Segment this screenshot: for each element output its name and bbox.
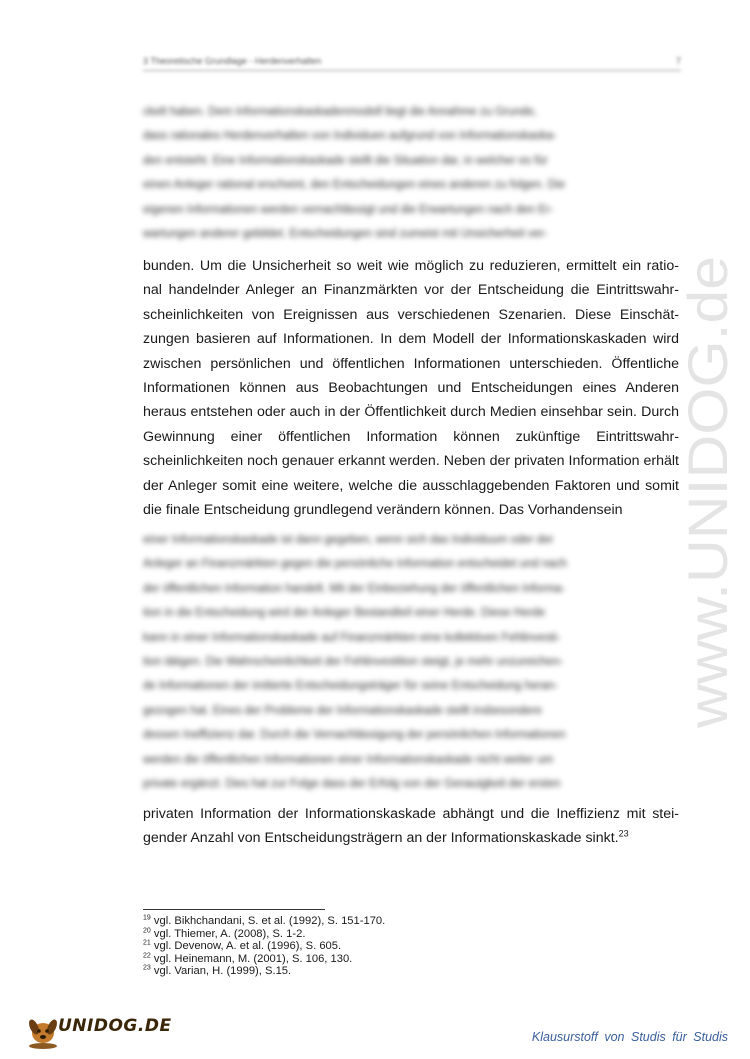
body-text: privaten Information der Informationskaskade abhängt und die Ineffizienz mit stei- gender Anzahl von Entscheidungsträgern an der Informationskaskade sinkt. [143, 806, 679, 847]
blurred-line: Anleger an Finanzmärkten gegen die persönliche Information entscheidet und nach [143, 558, 567, 571]
blurred-line: tion in die Entscheidung wird der Anleger Bestandteil einer Herde. Diese Herde [143, 607, 546, 620]
blurred-line: den entsteht. Eine Informationskaskade stellt die Situation dar, in welcher es für [143, 154, 548, 167]
dog-icon [27, 1018, 59, 1049]
footnote-number: 21 [143, 939, 151, 947]
blurred-line: private ergänzt. Dies hat zur Folge dass der Erfolg von der Genauigkeit der ersten [143, 778, 561, 790]
blurred-line: dessen Ineffizienz dar. Durch die Vernachlässigung der persönlichen Informationen [143, 729, 566, 742]
body-paragraph-bottom [143, 802, 679, 851]
blurred-line: wartungen anderer gebildet. Entscheidungen sind zumeist mit Unsicherheit ver- [143, 228, 548, 240]
body-paragraph-top: bunden. Um die Unsicherheit so weit wie möglich zu reduzieren, ermittelt ein ratio- nal handelnder Anleger an Finanzmärkten vor der Entscheidung die Eintrittswahr- scheinlichkeiten von Ereignissen aus verschiedenen Szenarien. Diese Einschät- zungen basieren auf Informationen. In dem Modell der Informationskaskaden wird zwischen persönlichen und öffentlichen Informationen unterschieden. Öffentliche Informationen können aus Beobachtungen und Entscheidungen eines Anderen heraus entstehen oder auch in der Öffentlichkeit durch Medien einsehbar sein. Durch Gewinnung einer öffentlichen Information können zukünftige Eintrittswahr- scheinlichkeiten noch genauer erkannt werden. Neben der privaten Information erhält der Anleger somit eine weitere, welche die ausschlaggebenden Faktoren und somit die finale Entscheidung grundlegend verändern können. Das Vorhandensein [143, 258, 679, 519]
footnote-ref: 23 [618, 828, 629, 839]
footnote-number: 22 [143, 951, 151, 959]
footnote-text: vgl. Thiemer, A. (2008), S. 1-2. [153, 927, 306, 940]
footnote-text: vgl. Devenow, A. et al. (1996), S. 605. [153, 940, 342, 952]
footnotes [143, 915, 385, 978]
footnote-text: vgl. Bikhchandani, S. et al. (1992), S. 151-170. [153, 915, 386, 927]
slogan: Klausurstoff von Studis für Studis [531, 1030, 728, 1044]
footnote [143, 928, 385, 941]
footnote [143, 940, 385, 953]
blurred-line: einer Informationskaskade ist dann gegeben, wenn sich das Individuum oder der [143, 534, 554, 546]
logo-text: UNIDOG.DE [58, 1016, 172, 1036]
blurred-line: eigenen Informationen werden vernachlässigt und die Erwartungen nach den Er- [143, 203, 554, 216]
page-number: 7 [675, 56, 681, 66]
blurred-paragraph-top [143, 100, 679, 250]
blurred-line: kann in einer Informationskaskade auf Finanzmärkten eine kollektiven Fehlinvesti- [143, 631, 561, 644]
watermark-text: www.UNIDOG.de [676, 292, 739, 728]
blurred-line: tion tätigen. Die Wahrscheinlichkeit der Fehlinvestition steigt, je mehr unzureichen- [143, 656, 564, 668]
blurred-line: einen Anleger rational erscheint, den Entscheidungen eines anderen zu folgen. Die [143, 179, 565, 192]
footnote-separator [143, 909, 325, 910]
blurred-line: de Informationen der imitierte Entscheidungsträger für seine Entscheidung heran- [143, 680, 558, 693]
footnote-number: 20 [143, 926, 151, 934]
page-header [143, 56, 681, 71]
footnote-text: vgl. Varian, H. (1999), S.15. [153, 965, 292, 977]
blurred-line: dass rationales Herdenverhalten von Individuen aufgrund von Informationskaska- [143, 130, 557, 143]
blurred-line: ckelt haben. Dem Informationskaskadenmodell liegt die Annahme zu Grunde, [143, 106, 537, 118]
footnote [143, 965, 385, 978]
blurred-line: gezogen hat. Eines der Probleme der Informationskaskade stellt insbesondere [143, 704, 542, 717]
footnote-number: 23 [143, 964, 151, 972]
footnote [143, 915, 385, 928]
watermark [655, 250, 750, 730]
blurred-line: der öffentlichen Information handelt. Mit der Einbeziehung der öffentlichen Informa- [143, 582, 566, 595]
footnote-number: 19 [143, 914, 151, 922]
blurred-paragraph-middle [143, 528, 679, 798]
chapter-title: 3 Theoretische Grundlage - Herdenverhalten [143, 56, 322, 66]
blurred-line: werden die öffentlichen Informationen einer Informationskaskade nicht weiter um [143, 753, 554, 766]
footnote-text: vgl. Heinemann, M. (2001), S. 106, 130. [153, 952, 353, 965]
footnote [143, 953, 385, 966]
